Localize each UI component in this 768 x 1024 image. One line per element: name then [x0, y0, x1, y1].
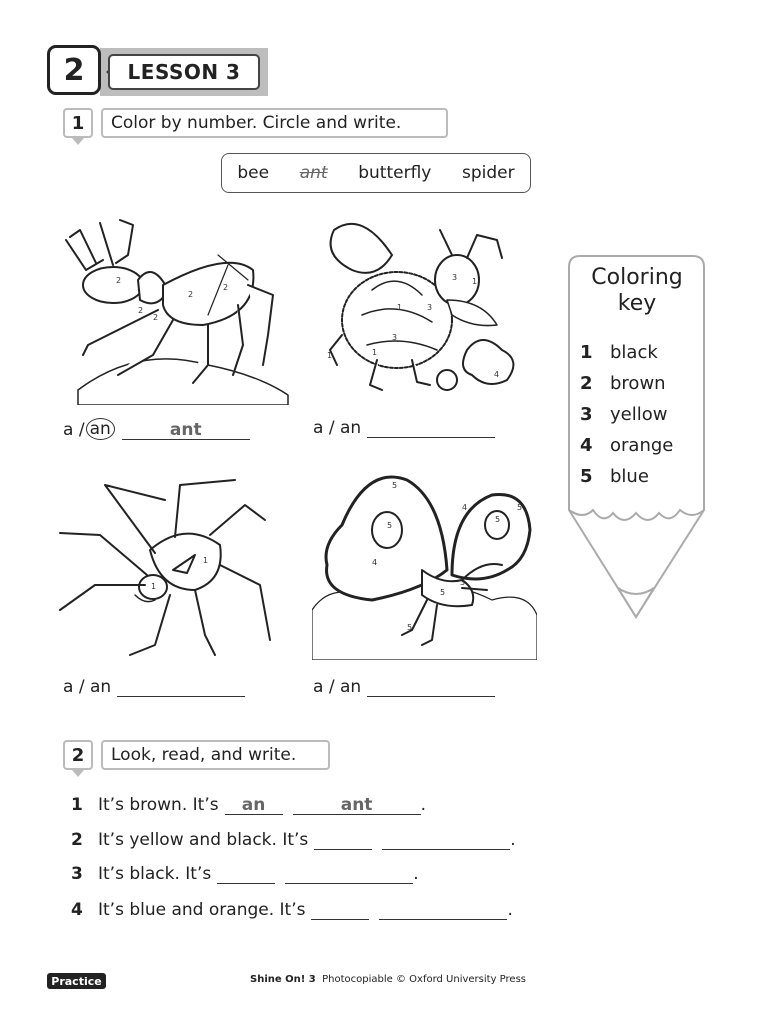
sentence-end: .	[420, 795, 426, 815]
key-item-3	[580, 404, 673, 435]
svg-text:5: 5	[407, 623, 413, 632]
bee-wing	[331, 224, 392, 273]
sentence-2	[71, 830, 516, 850]
unit-number	[47, 45, 101, 95]
sentence-number: 2	[71, 830, 83, 850]
word-spider: spider	[462, 163, 515, 183]
footer-credit	[250, 974, 526, 985]
svg-text:4: 4	[462, 503, 468, 512]
item2-prefix[interactable]: a / an	[313, 418, 362, 438]
key-color: yellow	[610, 404, 668, 425]
word-bank	[221, 153, 531, 193]
sentence-end: .	[510, 830, 516, 850]
key-color: orange	[610, 435, 674, 456]
article-blank[interactable]: an	[225, 795, 283, 815]
sentence-end: .	[507, 900, 513, 920]
item2-answer-line	[313, 418, 495, 438]
item1-answer-line	[63, 418, 250, 440]
sentence-3	[71, 864, 419, 884]
ant-head	[83, 267, 143, 303]
item1-prefix: a /	[63, 420, 85, 440]
svg-text:1: 1	[327, 351, 333, 360]
item2-answer[interactable]	[367, 418, 495, 438]
footer-book-title: Shine On! 3	[250, 974, 316, 985]
lesson-title	[108, 54, 260, 90]
sentence-end: .	[413, 864, 419, 884]
flower-small	[437, 370, 457, 390]
item3-prefix[interactable]: a / an	[63, 677, 112, 697]
svg-text:2: 2	[188, 290, 194, 299]
item4-answer-line	[313, 677, 495, 697]
unit-number-text: 2	[63, 52, 85, 88]
coloring-key-title	[573, 265, 701, 317]
svg-text:1: 1	[372, 348, 378, 357]
svg-text:3: 3	[392, 333, 398, 342]
word-butterfly: butterfly	[358, 163, 432, 183]
article-blank[interactable]	[311, 900, 369, 920]
exercise2-number	[63, 740, 93, 770]
svg-text:2: 2	[153, 313, 159, 322]
article-blank[interactable]	[217, 864, 275, 884]
wing-spot-left	[372, 512, 402, 548]
svg-text:2: 2	[223, 283, 229, 292]
svg-text:2: 2	[138, 306, 144, 315]
exercise1-instruction-text: Color by number. Circle and write.	[111, 113, 402, 133]
sentence-number: 3	[71, 864, 83, 884]
exercise2-tail	[72, 770, 84, 777]
item1-circled-article[interactable]: an	[86, 418, 115, 440]
sentence-1	[71, 795, 426, 815]
ant-picture	[58, 215, 293, 405]
svg-text:4: 4	[494, 370, 500, 379]
key-number: 2	[580, 373, 593, 394]
svg-text:1: 1	[203, 556, 209, 565]
ant-ground	[78, 359, 288, 405]
sentence-number: 1	[71, 795, 83, 815]
svg-text:1: 1	[151, 582, 157, 591]
item3-answer-line	[63, 677, 245, 697]
flower-large	[463, 340, 513, 384]
exercise2-number-text: 2	[71, 744, 85, 766]
svg-text:5: 5	[517, 503, 523, 512]
sentence-text: It’s black. It’s	[98, 864, 212, 884]
key-number: 5	[580, 466, 593, 487]
key-item-4	[580, 435, 673, 466]
svg-text:5: 5	[440, 588, 446, 597]
word-ant-crossed: ant	[299, 163, 328, 183]
key-item-1	[580, 342, 673, 373]
svg-text:5: 5	[495, 515, 501, 524]
key-item-5	[580, 466, 673, 497]
svg-text:2: 2	[116, 276, 122, 285]
key-color: black	[610, 342, 658, 363]
sentence-text: It’s yellow and black. It’s	[98, 830, 309, 850]
exercise1-tail	[72, 138, 84, 145]
word-blank[interactable]	[379, 900, 507, 920]
practice-badge	[47, 973, 106, 989]
article-blank[interactable]	[314, 830, 372, 850]
exercise1-instruction	[101, 108, 448, 138]
word-blank[interactable]: ant	[293, 795, 421, 815]
svg-text:5: 5	[387, 521, 393, 530]
key-item-2	[580, 373, 673, 404]
svg-text:3: 3	[460, 578, 466, 587]
bee-mouth	[447, 300, 497, 326]
svg-text:5: 5	[392, 481, 398, 490]
item1-answer[interactable]: ant	[122, 420, 250, 440]
coloring-key-title-line1: Coloring	[591, 265, 683, 290]
sentence-number: 4	[71, 900, 83, 920]
word-bee: bee	[237, 163, 270, 183]
key-number: 3	[580, 404, 593, 425]
spider-picture	[55, 475, 280, 660]
butterfly-picture	[312, 470, 537, 660]
svg-text:1: 1	[397, 303, 403, 312]
sentence-4	[71, 900, 513, 920]
key-number: 4	[580, 435, 593, 456]
key-color: brown	[610, 373, 666, 394]
footer-copyright: Photocopiable © Oxford University Press	[322, 974, 526, 985]
sentence-text: It’s blue and orange. It’s	[98, 900, 306, 920]
bee-picture	[322, 210, 537, 400]
practice-badge-text: Practice	[51, 974, 102, 988]
word-blank[interactable]	[285, 864, 413, 884]
item3-answer[interactable]	[117, 677, 245, 697]
key-number: 1	[580, 342, 593, 363]
word-blank[interactable]	[382, 830, 510, 850]
svg-text:4: 4	[372, 558, 378, 567]
exercise1-number	[63, 108, 93, 138]
lesson-title-text: LESSON 3	[127, 60, 241, 84]
svg-text:3: 3	[452, 273, 458, 282]
exercise2-instruction	[101, 740, 330, 770]
coloring-key-list	[580, 342, 673, 497]
exercise1-number-text: 1	[71, 112, 85, 134]
item4-prefix[interactable]: a / an	[313, 677, 362, 697]
svg-text:3: 3	[427, 303, 433, 312]
item4-answer[interactable]	[367, 677, 495, 697]
sentence-text: It’s brown. It’s	[98, 795, 219, 815]
coloring-key-title-line2: key	[617, 291, 657, 316]
svg-text:1: 1	[472, 277, 478, 286]
exercise2-instruction-text: Look, read, and write.	[111, 745, 297, 765]
key-color: blue	[610, 466, 649, 487]
